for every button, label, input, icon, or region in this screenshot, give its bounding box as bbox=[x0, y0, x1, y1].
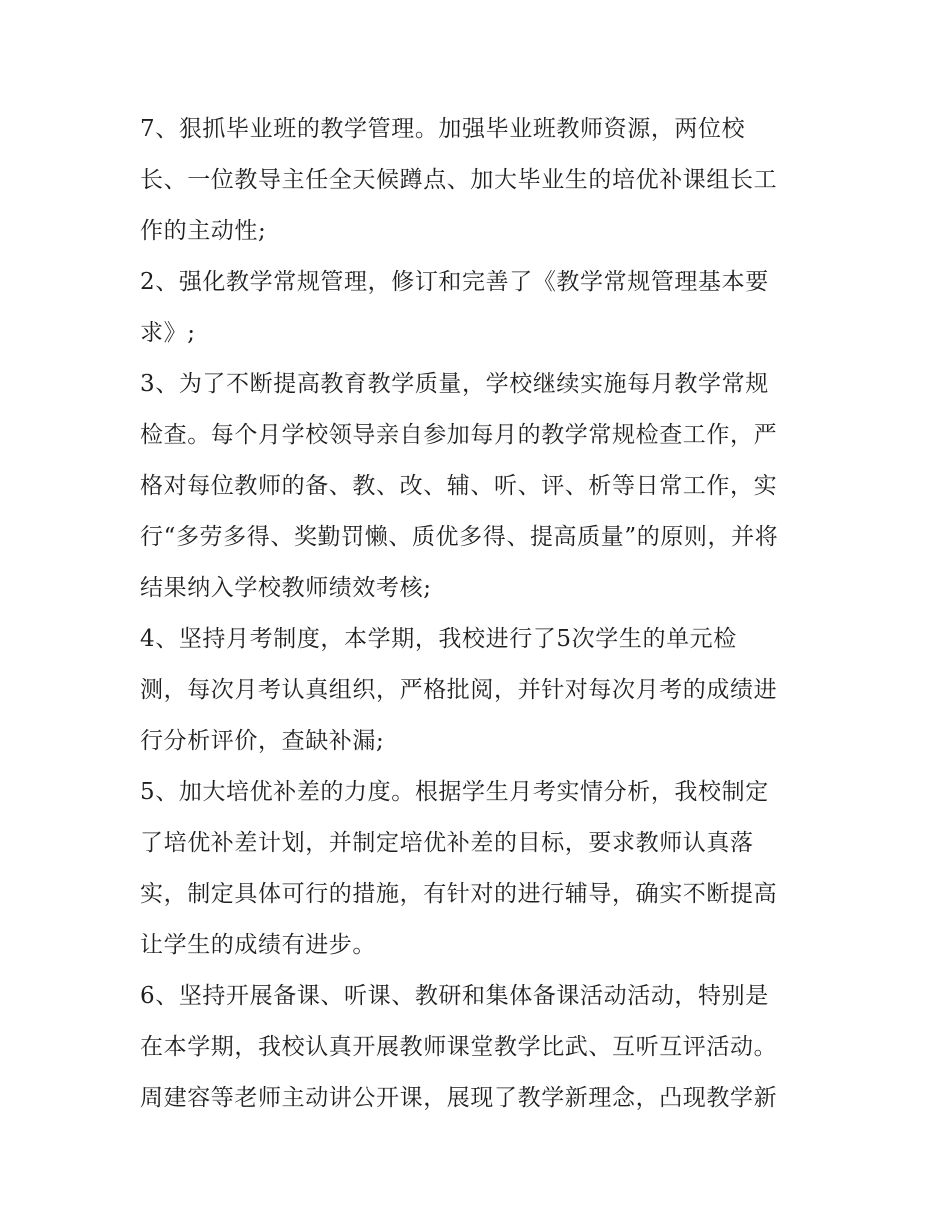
text-line: 4、坚持月考制度，本学期，我校进行了5次学生的单元检 bbox=[140, 626, 737, 652]
text-line: 作的主动性; bbox=[140, 218, 267, 244]
text-line: 求》; bbox=[140, 320, 196, 346]
text-line: 行分析评价，查缺补漏; bbox=[140, 728, 385, 754]
text-line: 行“多劳多得、奖勤罚懒、质优多得、提高质量”的原则，并将 bbox=[140, 524, 779, 550]
text-line: 3、为了不断提高教育教学质量，学校继续实施每月教学常规 bbox=[140, 371, 769, 397]
text-line: 5、加大培优补差的力度。根据学生月考实情分析，我校制定 bbox=[140, 779, 769, 805]
text-line: 测，每次月考认真组织，严格批阅，并针对每次月考的成绩进 bbox=[140, 677, 778, 703]
text-line: 长、一位教导主任全天候蹲点、加大毕业生的培优补课组长工 bbox=[140, 167, 778, 193]
text-line: 检查。每个月学校领导亲自参加每月的教学常规检查工作，严 bbox=[140, 422, 778, 448]
text-line: 周建容等老师主动讲公开课，展现了教学新理念，凸现教学新 bbox=[140, 1085, 778, 1111]
text-line: 在本学期，我校认真开展教师课堂教学比武、互听互评活动。 bbox=[140, 1034, 778, 1060]
text-line: 实，制定具体可行的措施，有针对的进行辅导，确实不断提高 bbox=[140, 881, 778, 907]
text-line: 格对每位教师的备、教、改、辅、听、评、析等日常工作，实 bbox=[140, 473, 778, 499]
text-line: 2、强化教学常规管理，修订和完善了《教学常规管理基本要 bbox=[140, 269, 769, 295]
text-line: 6、坚持开展备课、听课、教研和集体备课活动活动，特别是 bbox=[140, 983, 769, 1009]
text-line: 了培优补差计划，并制定培优补差的目标，要求教师认真落 bbox=[140, 830, 754, 856]
document-body bbox=[140, 104, 820, 1124]
text-line: 7、狠抓毕业班的教学管理。加强毕业班教师资源，两位校 bbox=[140, 116, 746, 142]
text-line: 结果纳入学校教师绩效考核; bbox=[140, 575, 432, 601]
text-line: 让学生的成绩有进步。 bbox=[140, 932, 376, 958]
